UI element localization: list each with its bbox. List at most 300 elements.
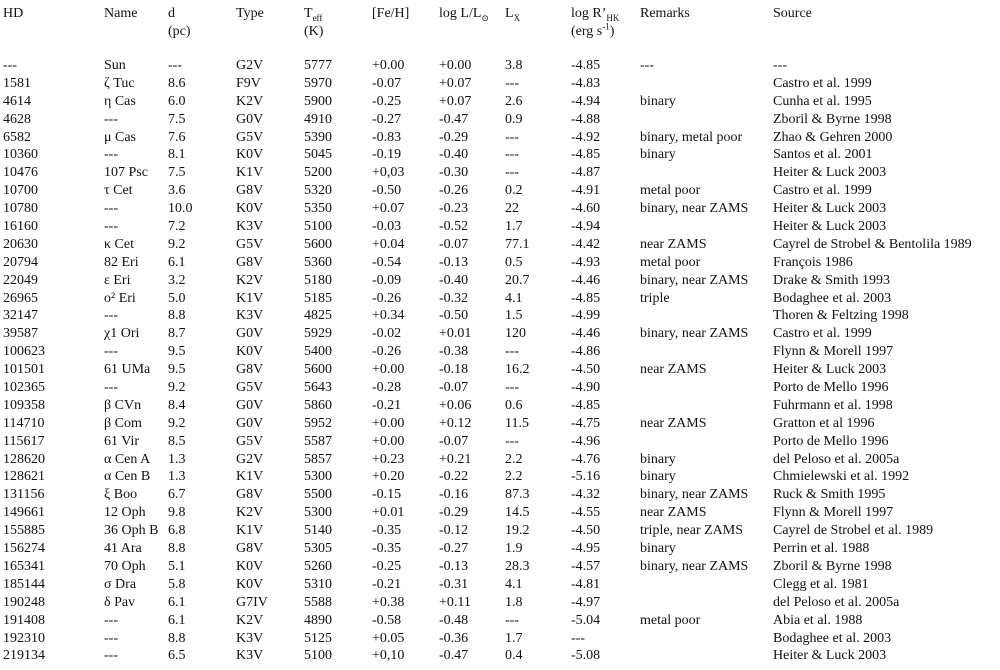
cell-logl: -0.27 [439,541,469,557]
cell-type: G0V [236,326,264,342]
cell-type: G8V [236,487,264,503]
cell-logl: +0.07 [439,93,472,109]
cell-name: o² Eri [104,290,136,306]
table-row [0,129,1000,147]
cell-source: Chmielewski et al. 1992 [773,469,910,485]
cell-feh: -0.25 [372,93,402,109]
cell-teff: 5185 [304,290,332,306]
cell-source: Bodaghee et al. 2003 [773,630,892,646]
cell-distance: 9.8 [168,505,186,521]
cell-hd: 185144 [3,576,45,592]
cell-teff: 5929 [304,326,332,342]
cell-logl: -0.07 [439,236,469,252]
cell-rhk: -4.75 [571,415,601,431]
cell-distance: 10.0 [168,201,193,217]
cell-lx: --- [505,75,519,91]
cell-name: χ1 Ori [104,326,140,342]
cell-feh: +0.07 [372,201,405,217]
cell-lx: --- [505,612,519,628]
cell-distance: 8.7 [168,326,186,342]
cell-feh: +0.01 [372,505,405,521]
cell-source: Heiter & Luck 2003 [773,362,887,378]
cell-rhk: -5.16 [571,469,601,485]
cell-name: η Cas [104,93,136,109]
table-row [0,433,1000,451]
cell-hd: 16160 [3,219,38,235]
cell-feh: +0.00 [372,58,405,73]
cell-type: G5V [236,433,264,449]
header-lx-sub: X [513,12,521,23]
table-header [0,6,1000,54]
header-type: Type [236,6,264,21]
cell-source: Zboril & Byrne 1998 [773,111,892,127]
cell-logl: -0.40 [439,272,469,288]
cell-type: G5V [236,129,264,145]
cell-teff: 5300 [304,469,332,485]
cell-name: --- [104,344,118,360]
cell-name: β CVn [104,397,142,413]
cell-feh: -0.03 [372,219,402,235]
cell-teff: 4890 [304,612,332,628]
cell-source: Zboril & Byrne 1998 [773,558,892,574]
cell-hd: 109358 [3,397,45,413]
cell-name: ξ Boo [104,487,138,503]
cell-name: κ Cet [104,236,134,252]
cell-feh: +0.00 [372,433,405,449]
cell-source: del Peloso et al. 2005a [773,594,900,610]
cell-name: --- [104,147,118,163]
cell-lx: 19.2 [505,523,530,539]
header-rhk-unit-base: (erg s [571,24,603,39]
cell-type: G8V [236,183,264,199]
cell-name: 82 Eri [104,254,139,270]
cell-source: Zhao & Gehren 2000 [773,129,893,145]
cell-type: G0V [236,415,264,431]
table-row [0,468,1000,486]
cell-distance: 1.3 [168,451,186,467]
cell-remarks: binary, near ZAMS [640,272,749,288]
cell-hd: 128621 [3,469,45,485]
cell-teff: 5305 [304,541,332,557]
cell-feh: +0.00 [372,415,405,431]
cell-hd: 115617 [3,433,45,449]
cell-distance: 9.5 [168,362,186,378]
cell-name: 61 UMa [104,362,151,378]
cell-logl: -0.22 [439,469,469,485]
cell-distance: 3.6 [168,183,186,199]
cell-type: K1V [236,165,264,181]
cell-hd: 191408 [3,612,45,628]
cell-rhk: -4.85 [571,147,601,163]
cell-rhk: -4.76 [571,451,601,467]
cell-lx: 1.5 [505,308,523,324]
cell-feh: +0.05 [372,630,405,646]
cell-logl: -0.38 [439,344,469,360]
cell-rhk: -4.86 [571,344,601,360]
cell-lx: 77.1 [505,236,530,252]
cell-feh: -0.21 [372,397,402,413]
table-row [0,558,1000,576]
header-distance: d [168,6,175,21]
cell-distance: 6.1 [168,594,186,610]
cell-name: α Cen B [104,469,151,485]
cell-feh: -0.15 [372,487,402,503]
cell-type: G2V [236,451,264,467]
cell-lx: --- [505,433,519,449]
cell-lx: 1.8 [505,594,523,610]
cell-source: Cayrel de Strobel & Bentolila 1989 [773,236,972,252]
cell-rhk: -4.46 [571,326,601,342]
cell-lx: 1.9 [505,541,523,557]
cell-logl: -0.50 [439,308,469,324]
cell-remarks: binary, near ZAMS [640,326,749,342]
cell-type: G8V [236,254,264,270]
cell-source: Ruck & Smith 1995 [773,487,886,503]
cell-distance: 8.5 [168,433,186,449]
table-row [0,57,1000,75]
cell-hd: 10476 [3,165,38,181]
cell-type: G8V [236,362,264,378]
cell-rhk: -4.55 [571,505,601,521]
cell-rhk: -4.42 [571,236,601,252]
cell-logl: -0.30 [439,165,469,181]
cell-logl: -0.07 [439,433,469,449]
cell-source: Heiter & Luck 2003 [773,201,887,217]
cell-source: Perrin et al. 1988 [773,541,870,557]
cell-feh: -0.26 [372,290,402,306]
cell-distance: 5.1 [168,558,186,574]
table-row [0,236,1000,254]
cell-lx: 4.1 [505,576,523,592]
table-row [0,522,1000,540]
cell-teff: 5587 [304,433,332,449]
cell-teff: 5260 [304,558,332,574]
cell-teff: 5300 [304,505,332,521]
cell-hd: 100623 [3,344,45,360]
cell-rhk: -4.94 [571,219,601,235]
cell-rhk: -4.93 [571,254,601,270]
cell-teff: 5100 [304,648,332,664]
cell-distance: 8.8 [168,541,186,557]
cell-source: del Peloso et al. 2005a [773,451,900,467]
cell-name: 61 Vir [104,433,140,449]
cell-type: K1V [236,290,264,306]
cell-type: K0V [236,344,264,360]
cell-source: Drake & Smith 1993 [773,272,891,288]
cell-logl: -0.18 [439,362,469,378]
cell-lx: 0.9 [505,111,523,127]
cell-name: --- [104,630,118,646]
cell-teff: 4825 [304,308,332,324]
cell-distance: --- [168,58,182,73]
cell-teff: 5180 [304,272,332,288]
cell-logl: +0.21 [439,451,472,467]
cell-logl: -0.13 [439,254,469,270]
cell-hd: 10700 [3,183,38,199]
cell-rhk: -4.85 [571,397,601,413]
cell-hd: 1581 [3,75,31,91]
cell-hd: 192310 [3,630,45,646]
cell-lx: 11.5 [505,415,529,431]
cell-lx: 0.2 [505,183,523,199]
cell-lx: 120 [505,326,526,342]
cell-type: K2V [236,612,264,628]
cell-teff: 5350 [304,201,332,217]
cell-lx: --- [505,165,519,181]
cell-distance: 6.1 [168,612,186,628]
cell-logl: -0.31 [439,576,469,592]
cell-hd: 22049 [3,272,38,288]
cell-teff: 5588 [304,594,332,610]
cell-name: 36 Oph B [104,523,159,539]
cell-distance: 8.1 [168,147,186,163]
cell-type: K3V [236,630,264,646]
cell-remarks: near ZAMS [640,362,707,378]
cell-logl: -0.32 [439,290,469,306]
cell-hd: 165341 [3,558,45,574]
cell-logl: +0.11 [439,594,471,610]
cell-hd: 6582 [3,129,31,145]
table-row [0,486,1000,504]
table-row [0,75,1000,93]
cell-name: --- [104,648,118,664]
cell-feh: -0.07 [372,75,402,91]
cell-teff: 4910 [304,111,332,127]
cell-lx: 0.4 [505,648,523,664]
cell-hd: 114710 [3,415,45,431]
cell-type: K2V [236,505,264,521]
cell-lx: 28.3 [505,558,530,574]
cell-hd: 156274 [3,541,45,557]
cell-rhk: -4.60 [571,201,601,217]
cell-feh: -0.19 [372,147,402,163]
cell-rhk: -4.83 [571,75,601,91]
cell-name: --- [104,201,118,217]
cell-rhk: -4.94 [571,93,601,109]
cell-type: K3V [236,219,264,235]
cell-feh: -0.35 [372,541,402,557]
header-remarks: Remarks [640,6,690,21]
header-lx [505,6,520,22]
cell-logl: -0.40 [439,147,469,163]
cell-distance: 6.7 [168,487,186,503]
cell-logl: +0.00 [439,58,472,73]
cell-lx: 4.1 [505,290,523,306]
cell-name: Sun [104,58,126,73]
cell-rhk: -5.08 [571,648,601,664]
cell-hd: 102365 [3,380,45,396]
cell-lx: 20.7 [505,272,530,288]
cell-name: 41 Ara [104,541,142,557]
cell-teff: 5500 [304,487,332,503]
cell-remarks: binary, near ZAMS [640,558,749,574]
cell-rhk: -4.46 [571,272,601,288]
cell-source: Castro et al. 1999 [773,326,872,342]
header-logl [439,6,489,22]
cell-remarks: binary, near ZAMS [640,487,749,503]
table-row [0,254,1000,272]
cell-type: G5V [236,380,264,396]
cell-teff: 5643 [304,380,332,396]
cell-lx: --- [505,380,519,396]
cell-remarks: binary [640,541,676,557]
cell-name: μ Cas [104,129,137,145]
table-row [0,200,1000,218]
table-row [0,343,1000,361]
cell-lx: 22 [505,201,519,217]
cell-feh: -0.26 [372,344,402,360]
cell-lx: 14.5 [505,505,530,521]
table-row [0,451,1000,469]
cell-rhk: -4.88 [571,111,601,127]
cell-lx: 0.6 [505,397,523,413]
header-distance-unit: (pc) [168,24,191,39]
cell-feh: -0.35 [372,523,402,539]
cell-logl: -0.36 [439,630,469,646]
cell-name: --- [104,219,118,235]
cell-lx: 3.8 [505,58,523,73]
table-row [0,146,1000,164]
cell-lx: --- [505,147,519,163]
cell-remarks: metal poor [640,612,701,628]
table-row [0,647,1000,665]
cell-remarks: --- [640,58,654,73]
cell-feh: +0.38 [372,594,405,610]
cell-distance: 3.2 [168,272,186,288]
cell-source: Gratton et al 1996 [773,415,875,431]
cell-rhk: -4.81 [571,576,601,592]
cell-remarks: metal poor [640,254,701,270]
cell-teff: 5320 [304,183,332,199]
cell-distance: 7.5 [168,165,186,181]
cell-hd: 155885 [3,523,45,539]
header-feh: [Fe/H] [372,6,410,21]
cell-type: K0V [236,147,264,163]
cell-teff: 5390 [304,129,332,145]
cell-source: Cunha et al. 1995 [773,93,872,109]
cell-source: Thoren & Feltzing 1998 [773,308,909,324]
cell-remarks: binary [640,469,676,485]
cell-teff: 5400 [304,344,332,360]
cell-teff: 5860 [304,397,332,413]
table-row [0,361,1000,379]
cell-hd: 39587 [3,326,38,342]
cell-rhk: -4.32 [571,487,601,503]
cell-distance: 5.8 [168,576,186,592]
cell-feh: +0.34 [372,308,405,324]
cell-type: G0V [236,111,264,127]
cell-source: Flynn & Morell 1997 [773,344,894,360]
header-hd: HD [3,6,24,21]
cell-source: Clegg et al. 1981 [773,576,869,592]
cell-feh: +0.20 [372,469,405,485]
cell-logl: -0.16 [439,487,469,503]
cell-hd: 20794 [3,254,38,270]
cell-source: Castro et al. 1999 [773,75,872,91]
cell-hd: 10360 [3,147,38,163]
cell-distance: 8.4 [168,397,186,413]
cell-remarks: triple, near ZAMS [640,523,744,539]
cell-source: Abia et al. 1988 [773,612,863,628]
cell-type: G5V [236,236,264,252]
header-teff-unit: (K) [304,24,324,39]
cell-logl: -0.13 [439,558,469,574]
cell-teff: 5600 [304,236,332,252]
cell-lx: 0.5 [505,254,523,270]
cell-remarks: binary, metal poor [640,129,743,145]
header-logl-base: log L/L [439,6,482,21]
cell-remarks: binary [640,93,676,109]
table-row [0,540,1000,558]
cell-distance: 1.3 [168,469,186,485]
cell-remarks: triple [640,290,670,306]
table-row [0,182,1000,200]
cell-source: Cayrel de Strobel et al. 1989 [773,523,934,539]
cell-logl: -0.48 [439,612,469,628]
cell-rhk: -4.87 [571,165,601,181]
cell-logl: -0.26 [439,183,469,199]
cell-rhk: -4.95 [571,541,601,557]
cell-remarks: metal poor [640,183,701,199]
cell-feh: +0,03 [372,165,405,181]
cell-name: --- [104,612,118,628]
cell-logl: +0.12 [439,415,472,431]
table-row [0,576,1000,594]
header-rhk [571,6,619,22]
cell-teff: 5952 [304,415,332,431]
cell-feh: -0.02 [372,326,402,342]
cell-name: τ Cet [104,183,133,199]
cell-rhk: -4.50 [571,523,601,539]
table-row [0,415,1000,433]
cell-distance: 8.6 [168,75,186,91]
cell-lx: 16.2 [505,362,530,378]
cell-rhk: -4.85 [571,290,601,306]
cell-name: --- [104,308,118,324]
cell-hd: 26965 [3,290,38,306]
table-row [0,272,1000,290]
cell-rhk: -4.99 [571,308,601,324]
cell-lx: 1.7 [505,219,523,235]
header-teff-base: T [304,6,313,21]
cell-feh: -0.28 [372,380,402,396]
cell-distance: 6.5 [168,648,186,664]
cell-teff: 5100 [304,219,332,235]
cell-distance: 6.8 [168,523,186,539]
cell-teff: 5970 [304,75,332,91]
cell-name: --- [104,111,118,127]
cell-type: K3V [236,648,264,664]
cell-rhk: -4.97 [571,594,601,610]
cell-type: K0V [236,576,264,592]
cell-teff: 5140 [304,523,332,539]
cell-teff: 5310 [304,576,332,592]
cell-hd: 190248 [3,594,45,610]
table-row [0,307,1000,325]
table-row [0,325,1000,343]
cell-feh: -0.27 [372,111,402,127]
cell-name: 107 Psc [104,165,148,181]
table-row [0,218,1000,236]
cell-lx: 2.6 [505,93,523,109]
cell-type: K2V [236,93,264,109]
cell-source: Bodaghee et al. 2003 [773,290,892,306]
cell-distance: 7.6 [168,129,186,145]
cell-source: Castro et al. 1999 [773,183,872,199]
cell-feh: +0.23 [372,451,405,467]
cell-type: K0V [236,558,264,574]
header-rhk-unit-sup: -1 [602,21,610,32]
